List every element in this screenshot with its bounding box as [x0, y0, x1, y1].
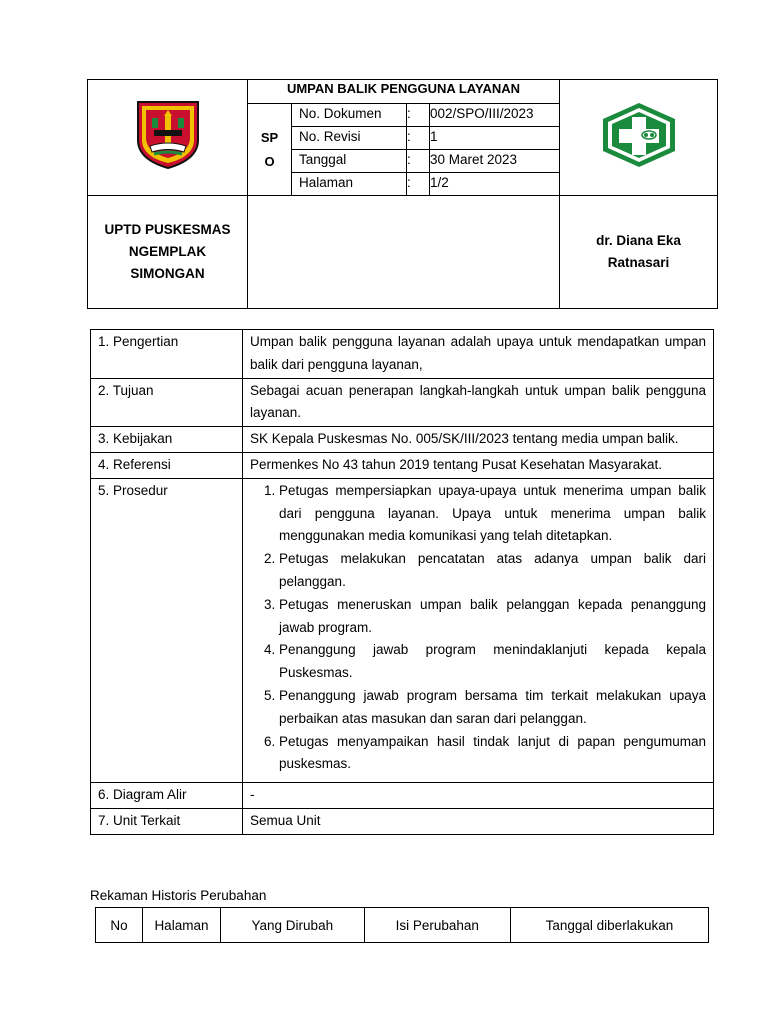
meta-label-halaman: Halaman: [292, 173, 407, 196]
blank-cell: [248, 196, 560, 309]
text-unit: Semua Unit: [243, 808, 714, 834]
list-item: 3. Petugas meneruskan umpan balik pelanggan kepada penanggung jawab program.: [279, 594, 706, 640]
list-item: 4. Penanggung jawab program menindaklanjuti kepada kepala Puskesmas.: [279, 639, 706, 685]
meta-value-tanggal: 30 Maret 2023: [430, 150, 560, 173]
meta-label-tanggal: Tanggal: [292, 150, 407, 173]
label-prosedur: 5. Prosedur: [91, 478, 243, 782]
city-emblem-cell: [88, 80, 248, 196]
org-line2: NGEMPLAK: [128, 244, 207, 259]
city-emblem-icon: [136, 100, 200, 170]
row-pengertian: [91, 330, 714, 379]
column-header-isi-perubahan: Isi Perubahan: [364, 908, 510, 943]
text-kebijakan: SK Kepala Puskesmas No. 005/SK/III/2023 tentang media umpan balik.: [243, 427, 714, 453]
meta-value-halaman: 1/2: [430, 173, 560, 196]
prosedur-steps: [250, 480, 706, 776]
signer-name: [560, 196, 718, 309]
puskesmas-logo-cell: [560, 80, 718, 196]
row-kebijakan: [91, 427, 714, 453]
puskesmas-logo-icon: [599, 101, 679, 169]
meta-label-revisi: No. Revisi: [292, 127, 407, 150]
prosedur-steps-cell: [243, 478, 714, 782]
meta-sep: :: [407, 173, 430, 196]
history-table: [95, 907, 709, 943]
text-referensi: Permenkes No 43 tahun 2019 tentang Pusat Kesehatan Masyarakat.: [243, 452, 714, 478]
label-referensi: 4. Referensi: [91, 452, 243, 478]
label-unit: 7. Unit Terkait: [91, 808, 243, 834]
row-referensi: [91, 452, 714, 478]
document-header: [87, 79, 718, 309]
row-unit: [91, 808, 714, 834]
procedure-table: [90, 329, 714, 835]
meta-sep: :: [407, 127, 430, 150]
signer-line1: dr. Diana Eka: [596, 233, 681, 248]
meta-value-revisi: 1: [430, 127, 560, 150]
meta-label-dokumen: No. Dokumen: [292, 104, 407, 127]
meta-sep: :: [407, 104, 430, 127]
table-row: [96, 908, 709, 943]
org-line1: UPTD PUSKESMAS: [104, 222, 231, 237]
text-tujuan: Sebagai acuan penerapan langkah-langkah untuk umpan balik pengguna layanan.: [243, 378, 714, 427]
meta-value-dokumen: 002/SPO/III/2023: [430, 104, 560, 127]
row-tujuan: [91, 378, 714, 427]
column-header-yang-dirubah: Yang Dirubah: [220, 908, 364, 943]
meta-sep: :: [407, 150, 430, 173]
text-pengertian: Umpan balik pengguna layanan adalah upaya untuk mendapatkan umpan balik dari pengguna layanan,: [243, 330, 714, 379]
organization-name: [88, 196, 248, 309]
row-diagram: [91, 783, 714, 809]
column-header-no: No: [96, 908, 143, 943]
list-item: 2. Petugas melakukan pencatatan atas adanya umpan balik dari pelanggan.: [279, 548, 706, 594]
org-line3: SIMONGAN: [130, 266, 205, 281]
label-kebijakan: 3. Kebijakan: [91, 427, 243, 453]
document-title: UMPAN BALIK PENGGUNA LAYANAN: [248, 80, 560, 104]
label-pengertian: 1. Pengertian: [91, 330, 243, 379]
signer-line2: Ratnasari: [607, 255, 670, 270]
list-item: 6. Petugas menyampaikan hasil tindak lanjut di papan pengumuman puskesmas.: [279, 731, 706, 777]
column-header-halaman: Halaman: [143, 908, 221, 943]
list-item: 1. Petugas mempersiapkan upaya-upaya untuk menerima umpan balik dari pengguna layanan. Upaya untuk menerima umpan balik menggunakan media komunikasi yang telah ditetapkan.: [279, 480, 706, 548]
label-diagram: 6. Diagram Alir: [91, 783, 243, 809]
history-title: Rekaman Historis Perubahan: [90, 888, 267, 903]
row-prosedur: [91, 478, 714, 782]
spo-label-line1: SP: [260, 129, 279, 145]
spo-label: [248, 104, 292, 196]
column-header-tanggal: Tanggal diberlakukan: [510, 908, 708, 943]
text-diagram: -: [243, 783, 714, 809]
list-item: 5. Penanggung jawab program bersama tim terkait melakukan upaya perbaikan atas masukan dan saran dari pelanggan.: [279, 685, 706, 731]
spo-label-line2: O: [264, 153, 275, 169]
label-tujuan: 2. Tujuan: [91, 378, 243, 427]
